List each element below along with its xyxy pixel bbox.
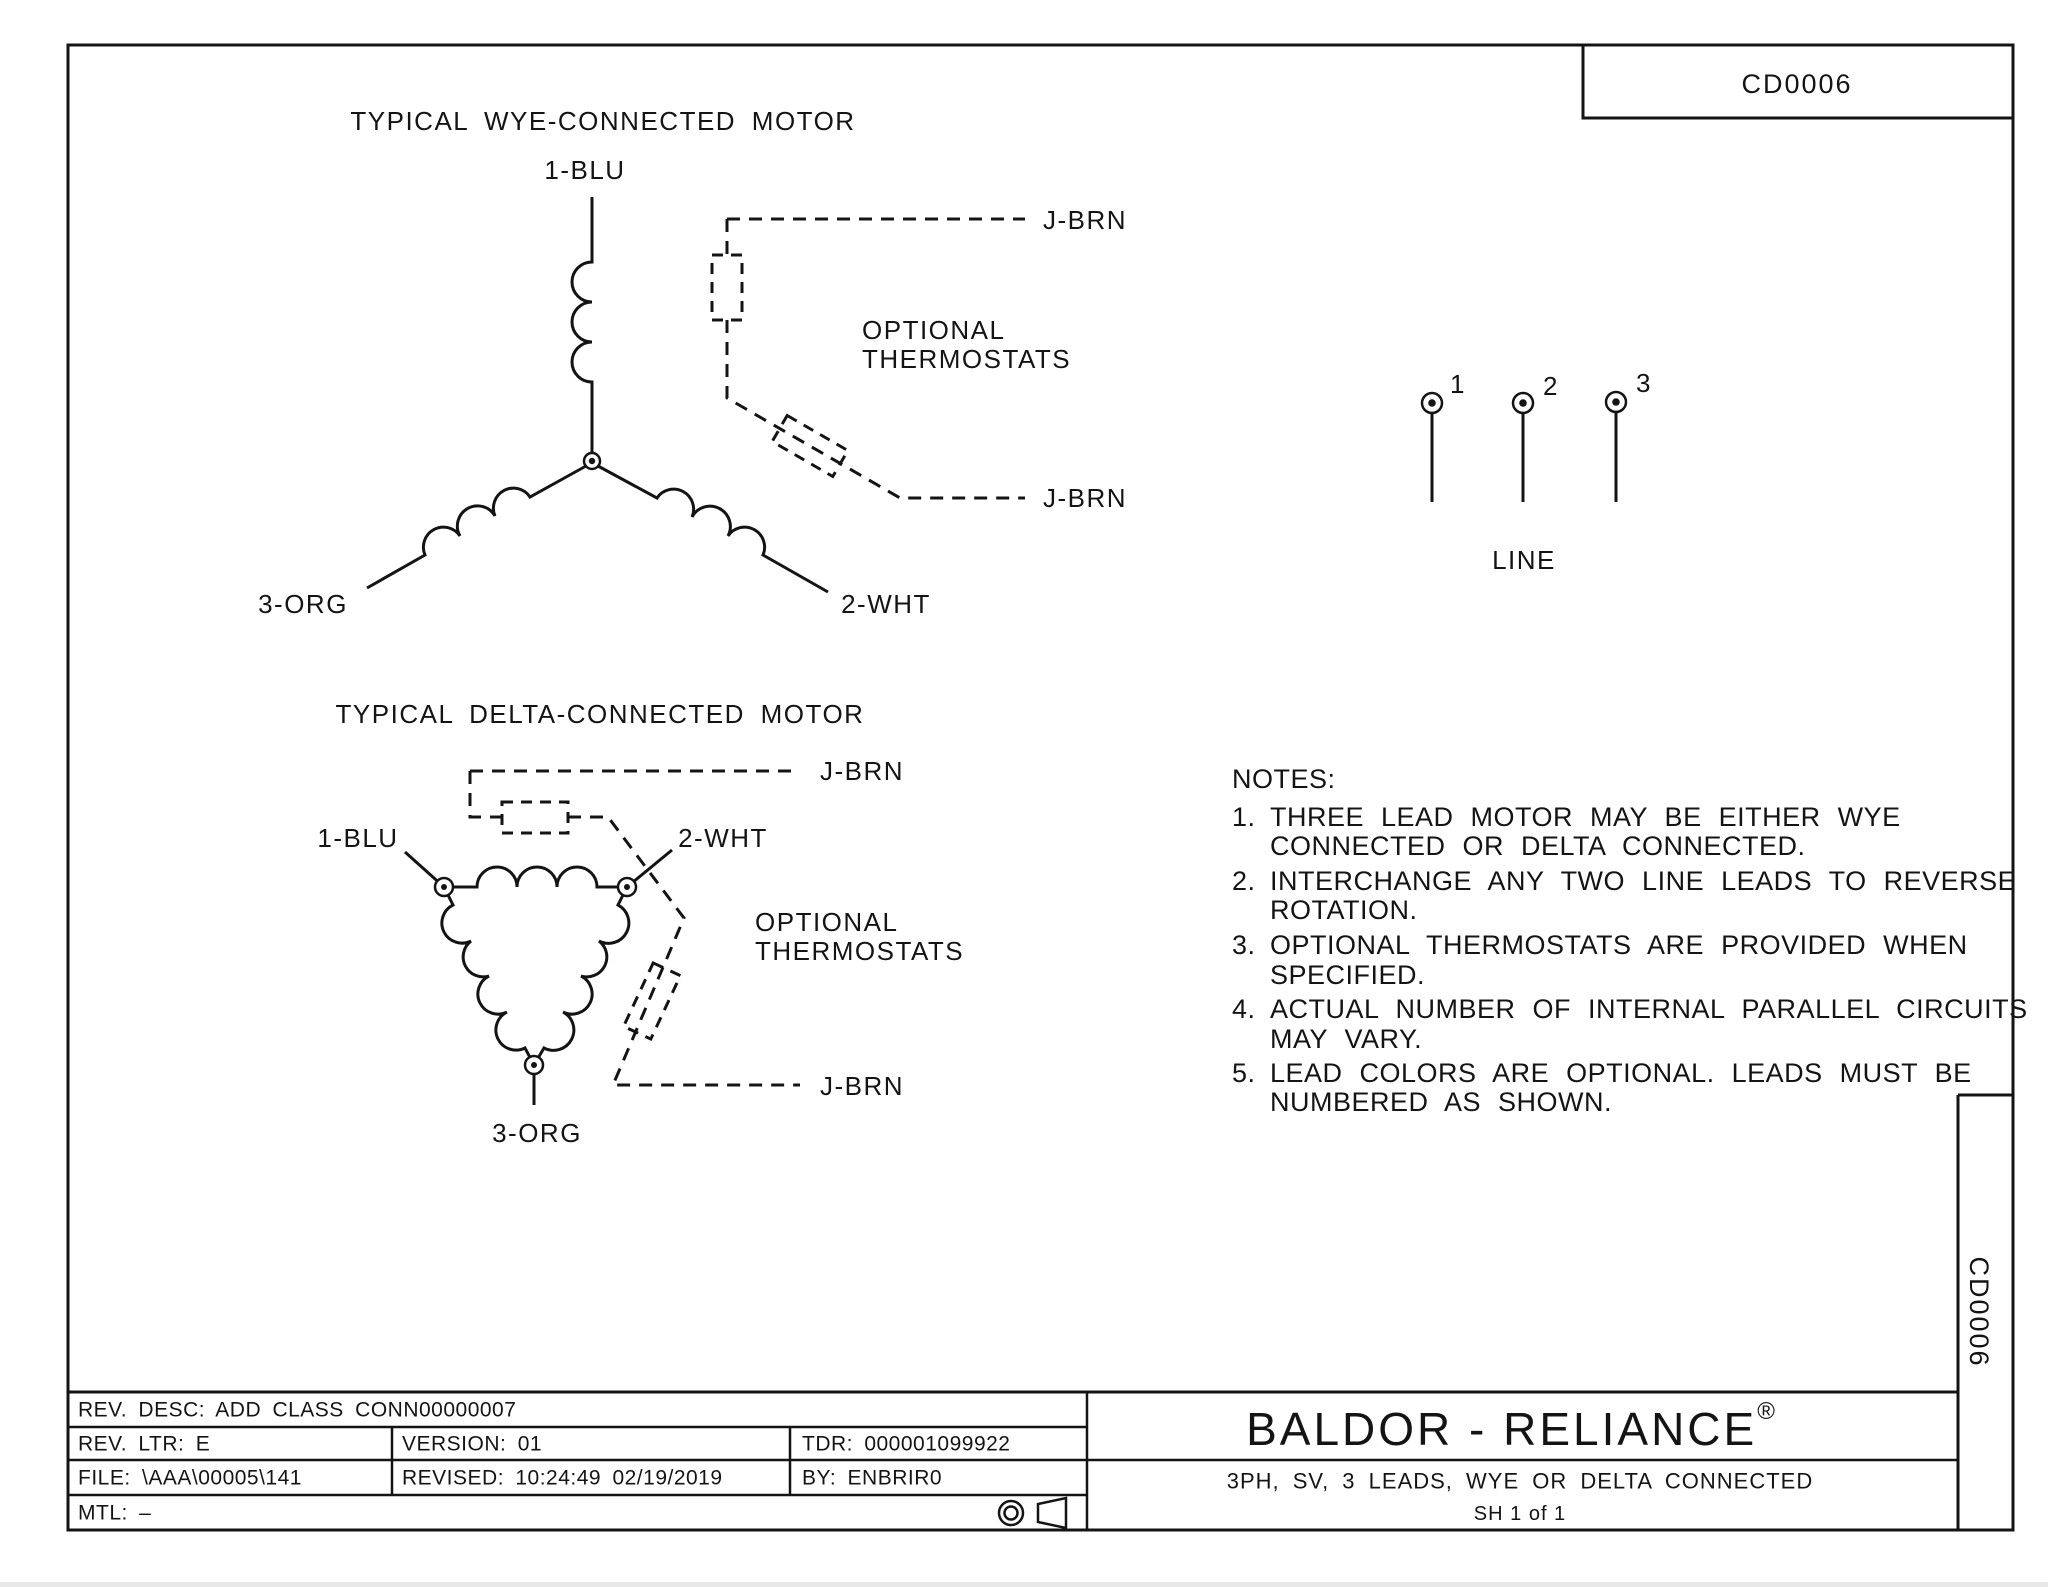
- drawing-description: 3PH, SV, 3 LEADS, WYE OR DELTA CONNECTED: [1226, 1468, 1814, 1494]
- wye-lead1-label: 1-BLU: [544, 155, 626, 185]
- line-terminal-2-number: 2: [1543, 371, 1559, 401]
- sheet-number: SH 1 of 1: [1473, 1503, 1567, 1525]
- wye-thermostat1-icon: [712, 255, 742, 320]
- notes: [1232, 764, 2028, 1117]
- wye-winding-left: [367, 466, 586, 588]
- note-line: INTERCHANGE ANY TWO LINE LEADS TO REVERSE: [1270, 866, 2017, 896]
- title-block: [68, 1392, 1958, 1530]
- line-terminals: [1422, 368, 1652, 575]
- note-line: LEAD COLORS ARE OPTIONAL. LEADS MUST BE: [1270, 1058, 1972, 1088]
- note-line: NUMBERED AS SHOWN.: [1270, 1087, 1613, 1117]
- wye-lead2-label: 2-WHT: [841, 589, 931, 619]
- version-field: VERSION: 01: [402, 1432, 543, 1456]
- wye-winding-right: [598, 466, 828, 592]
- delta-thermostat-wire: [470, 771, 502, 817]
- line-terminal-3-number: 3: [1636, 368, 1652, 398]
- delta-winding-right: [534, 887, 629, 1065]
- delta-node-left-dot-icon: [441, 884, 447, 890]
- note-line: OPTIONAL THERMOSTATS ARE PROVIDED WHEN: [1270, 930, 1968, 960]
- rev-desc-field: REV. DESC: ADD CLASS CONN00000007: [78, 1398, 517, 1422]
- file-field: FILE: \AAA\00005\141: [78, 1466, 302, 1490]
- delta-thermostat1-icon: [502, 802, 568, 833]
- line-terminal-1-dot-icon: [1428, 399, 1436, 407]
- delta-winding-top: [444, 867, 627, 887]
- note-number: 4.: [1232, 994, 1256, 1024]
- note-number: 2.: [1232, 866, 1256, 896]
- drawing-code-side: CD0006: [1964, 1256, 1994, 1368]
- delta-lead3-label: 3-ORG: [492, 1118, 582, 1148]
- rev-ltr-field: REV. LTR: E: [78, 1432, 211, 1456]
- note-line: THREE LEAD MOTOR MAY BE EITHER WYE: [1270, 802, 1901, 832]
- delta-optional-label-line1: OPTIONAL: [755, 907, 899, 937]
- line-label: LINE: [1492, 545, 1556, 575]
- wye-thermostat2-icon: [772, 416, 848, 477]
- note-line: CONNECTED OR DELTA CONNECTED.: [1270, 831, 1806, 861]
- delta-node-right-dot-icon: [624, 884, 630, 890]
- brand-name: BALDOR - RELIANCE: [1246, 1403, 1758, 1455]
- delta-diagram: [317, 699, 964, 1148]
- note-line: MAY VARY.: [1270, 1024, 1423, 1054]
- note-line: SPECIFIED.: [1270, 960, 1426, 990]
- wye-lead3-label: 3-ORG: [258, 589, 348, 619]
- revised-field: REVISED: 10:24:49 02/19/2019: [402, 1466, 723, 1490]
- delta-thermostat2-icon: [624, 963, 681, 1039]
- delta-lead1-label: 1-BLU: [317, 823, 399, 853]
- wye-jbrn-top-label: J-BRN: [1042, 205, 1128, 235]
- projection-symbol-cone-icon: [1038, 1498, 1066, 1528]
- line-terminal-wires: [1432, 412, 1616, 502]
- delta-optional-label-line2: THERMOSTATS: [755, 936, 965, 966]
- wye-jbrn-bottom-label: J-BRN: [1042, 483, 1128, 513]
- drawing-border: [68, 45, 2013, 1530]
- wye-neutral-dot-icon: [589, 458, 595, 464]
- note-number: 5.: [1232, 1058, 1256, 1088]
- notes-heading: NOTES:: [1232, 764, 1336, 794]
- wye-title: TYPICAL WYE-CONNECTED MOTOR: [350, 106, 856, 136]
- mtl-field: MTL: –: [78, 1501, 152, 1525]
- delta-node-bottom-dot-icon: [531, 1062, 537, 1068]
- note-number: 3.: [1232, 930, 1256, 960]
- delta-title: TYPICAL DELTA-CONNECTED MOTOR: [335, 699, 865, 729]
- line-terminal-3-dot-icon: [1612, 398, 1620, 406]
- registered-mark: ®: [1757, 1397, 1778, 1425]
- delta-lead2-label: 2-WHT: [678, 823, 768, 853]
- projection-symbol-inner-circle-icon: [1005, 1507, 1018, 1520]
- projection-symbol-circle-icon: [999, 1501, 1023, 1525]
- note-line: ROTATION.: [1270, 895, 1418, 925]
- delta-jbrn-top-label: J-BRN: [819, 756, 905, 786]
- tdr-field: TDR: 000001099922: [802, 1432, 1011, 1456]
- by-field: BY: ENBRIR0: [802, 1466, 943, 1490]
- delta-jbrn-bottom-label: J-BRN: [819, 1071, 905, 1101]
- note-number: 1.: [1232, 802, 1256, 832]
- wye-optional-label-line2: THERMOSTATS: [862, 344, 1072, 374]
- drawing-code-top: CD0006: [1741, 69, 1853, 99]
- wye-optional-label-line1: OPTIONAL: [862, 315, 1006, 345]
- line-terminal-1-number: 1: [1450, 369, 1466, 399]
- wye-diagram: [258, 106, 1127, 619]
- wye-winding-top: [572, 197, 592, 452]
- delta-winding-left: [442, 887, 534, 1065]
- line-terminal-2-dot-icon: [1519, 399, 1527, 407]
- brand-title: [1246, 1398, 1778, 1456]
- note-line: ACTUAL NUMBER OF INTERNAL PARALLEL CIRCUITS: [1270, 994, 2028, 1024]
